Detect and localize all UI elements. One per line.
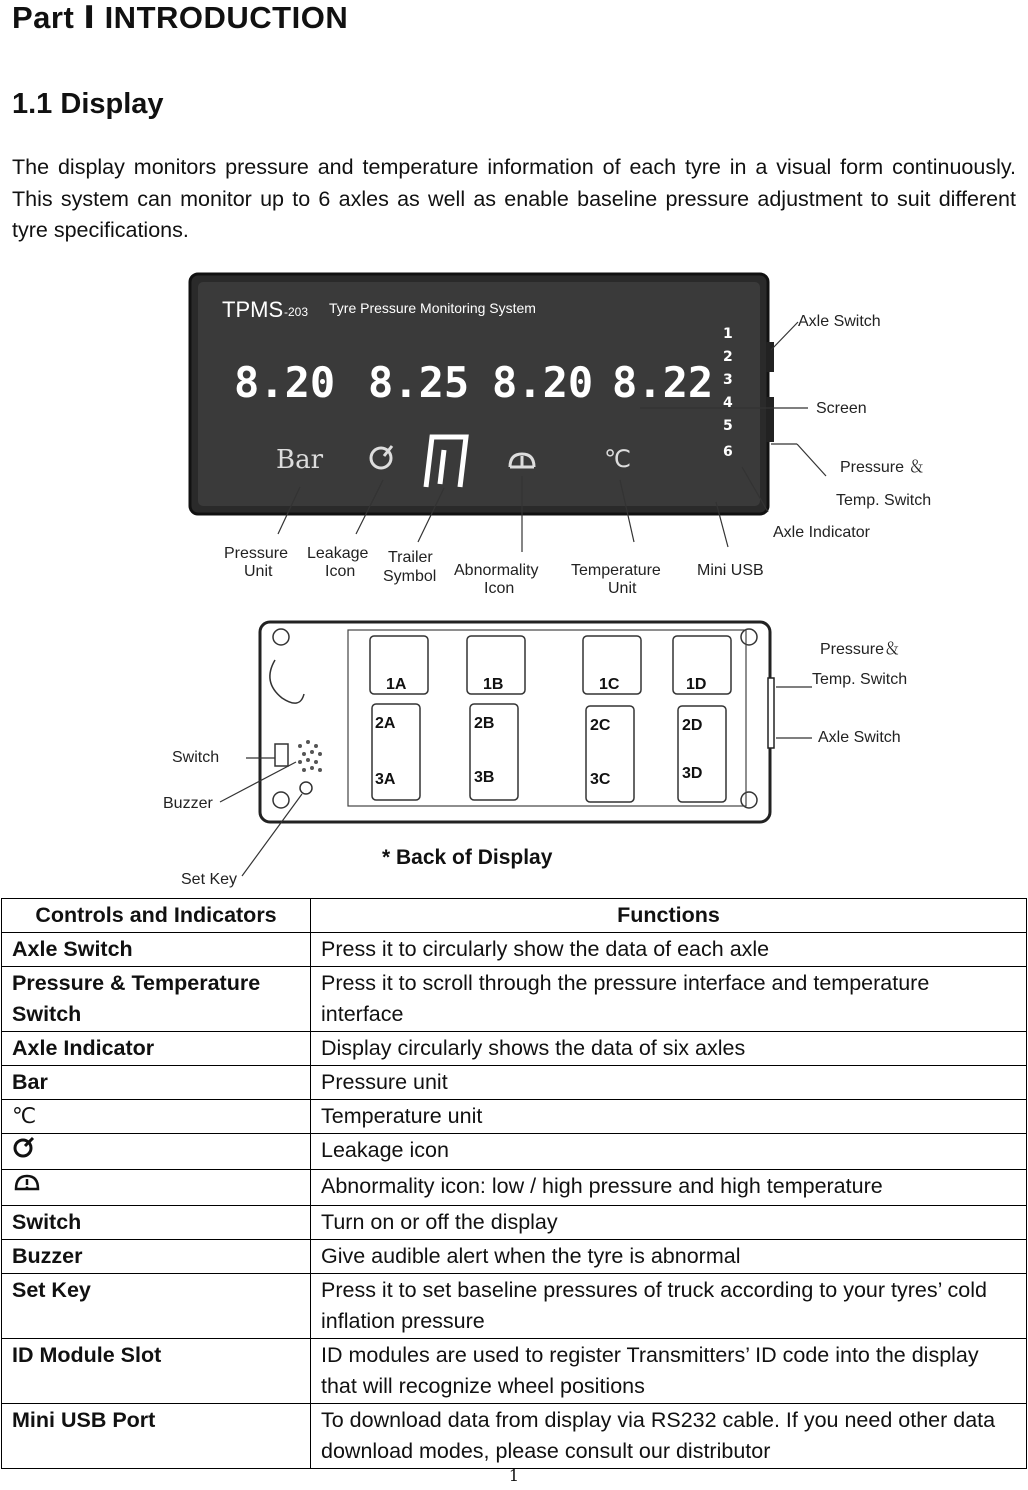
axle-number: 6 <box>723 444 733 460</box>
function-cell: Leakage icon <box>311 1134 1027 1170</box>
callout-abnormality-icon: Abnormality <box>454 562 539 579</box>
table-row <box>2 1032 1027 1066</box>
axle-number: 3 <box>723 372 733 388</box>
callout-temperature-unit: Unit <box>608 580 637 597</box>
reading-4: 8.22 <box>612 358 714 407</box>
control-cell: Bar <box>2 1066 311 1100</box>
callout-trailer-symbol: Trailer <box>388 549 433 566</box>
intro-paragraph: The display monitors pressure and temperature information of each tyre in a visual form continuously. This system can monitor up to 6 axles as well as enable baseline pressure adjustment to suit different tyre specifications. <box>12 155 1016 242</box>
table-row <box>2 1339 1027 1404</box>
display-figure <box>0 262 1028 894</box>
temp-unit: ℃ <box>604 445 631 473</box>
callout-leakage-icon: Leakage <box>307 545 369 562</box>
bar-unit: Bar <box>276 445 324 475</box>
abnormality-icon <box>12 1171 42 1195</box>
page-number: 1 <box>508 1466 520 1485</box>
table-row <box>2 1274 1027 1339</box>
system-name: Tyre Pressure Monitoring System <box>329 300 536 316</box>
back-callout-pressure-temp: Temp. Switch <box>812 671 908 688</box>
callout-pressure-temp: Pressure ＆ <box>840 459 925 476</box>
reading-1: 8.20 <box>234 358 336 407</box>
table-row <box>2 1134 1027 1170</box>
brand-label: TPMS <box>222 297 284 322</box>
control-cell: Axle Switch <box>2 933 311 967</box>
front-panel <box>190 274 931 597</box>
axle-number: 4 <box>723 395 733 411</box>
function-cell: Abnormality icon: low / high pressure and high temperature <box>311 1170 1027 1206</box>
slot-2d: 2D <box>682 717 703 734</box>
callout-mini-usb: Mini USB <box>697 562 764 579</box>
slot-3d: 3D <box>682 765 703 782</box>
slot-2a: 2A <box>375 715 396 732</box>
callout-temperature-unit: Temperature <box>571 562 661 579</box>
table-header-row <box>2 899 1027 933</box>
slot-2b: 2B <box>474 715 495 732</box>
table-row <box>2 1240 1027 1274</box>
reading-2: 8.25 <box>368 358 470 407</box>
control-cell: Buzzer <box>2 1240 311 1274</box>
function-cell: Give audible alert when the tyre is abnormal <box>311 1240 1027 1274</box>
slot-1c: 1C <box>599 676 620 693</box>
callout-abnormality-icon: Icon <box>484 580 515 597</box>
function-cell: Display circularly shows the data of six axles <box>311 1032 1027 1066</box>
page-heading: Part Ⅰ INTRODUCTION <box>12 0 349 35</box>
function-cell: Press it to circularly show the data of each axle <box>311 933 1027 967</box>
slot-3a: 3A <box>375 771 396 788</box>
callout-pressure-temp: Temp. Switch <box>836 492 932 509</box>
slot-2c: 2C <box>590 717 611 734</box>
slot-3b: 3B <box>474 769 495 786</box>
control-cell: ℃ <box>2 1100 311 1134</box>
control-cell: Set Key <box>2 1274 311 1339</box>
reading-3: 8.20 <box>492 358 594 407</box>
back-callout-axle-switch: Axle Switch <box>818 729 901 746</box>
model-label: -203 <box>284 305 309 319</box>
control-cell: Switch <box>2 1206 311 1240</box>
table-row <box>2 1066 1027 1100</box>
control-cell <box>2 1134 311 1170</box>
figure-caption: * Back of Display <box>382 846 553 869</box>
table-row <box>2 967 1027 1032</box>
callout-axle-indicator: Axle Indicator <box>773 524 870 541</box>
header-functions: Functions <box>311 899 1027 933</box>
function-cell: To download data from display via RS232 cable. If you need other data download modes, please consult our distributor <box>311 1404 1027 1469</box>
axle-number: 1 <box>723 326 733 342</box>
function-cell: Turn on or off the display <box>311 1206 1027 1240</box>
control-cell: ID Module Slot <box>2 1339 311 1404</box>
section-title: 1.1 Display <box>12 88 164 120</box>
header-controls: Controls and Indicators <box>2 899 311 933</box>
back-callout-pressure-temp: Pressure＆ <box>820 641 901 658</box>
control-cell: Pressure & Temperature Switch <box>2 967 311 1032</box>
table-row <box>2 933 1027 967</box>
function-cell: ID modules are used to register Transmitters’ ID code into the display that will recognize wheel positions <box>311 1339 1027 1404</box>
back-callout-switch: Switch <box>172 749 220 766</box>
table-row <box>2 1206 1027 1240</box>
leakage-icon <box>12 1135 38 1159</box>
function-cell: Pressure unit <box>311 1066 1027 1100</box>
control-cell: Mini USB Port <box>2 1404 311 1469</box>
controls-table <box>1 898 1027 1469</box>
callout-screen: Screen <box>816 400 867 417</box>
back-callout-set-key: Set Key <box>181 871 238 888</box>
slot-1d: 1D <box>686 676 707 693</box>
callout-axle-switch: Axle Switch <box>798 313 881 330</box>
slot-3c: 3C <box>590 771 611 788</box>
table-row <box>2 1100 1027 1134</box>
control-cell: Axle Indicator <box>2 1032 311 1066</box>
function-cell: Press it to scroll through the pressure interface and temperature interface <box>311 967 1027 1032</box>
callout-pressure-unit: Unit <box>244 563 273 580</box>
callout-pressure-unit: Pressure <box>224 545 289 562</box>
back-callout-buzzer: Buzzer <box>163 795 213 812</box>
callout-leakage-icon: Icon <box>325 563 356 580</box>
axle-number: 2 <box>723 349 733 365</box>
control-cell <box>2 1170 311 1206</box>
function-cell: Temperature unit <box>311 1100 1027 1134</box>
slot-1b: 1B <box>483 676 504 693</box>
table-row <box>2 1404 1027 1469</box>
axle-number: 5 <box>723 418 733 434</box>
function-cell: Press it to set baseline pressures of truck according to your tyres’ cold inflation pressure <box>311 1274 1027 1339</box>
callout-trailer-symbol: Symbol <box>383 568 437 585</box>
table-row <box>2 1170 1027 1206</box>
slot-1a: 1A <box>386 676 407 693</box>
